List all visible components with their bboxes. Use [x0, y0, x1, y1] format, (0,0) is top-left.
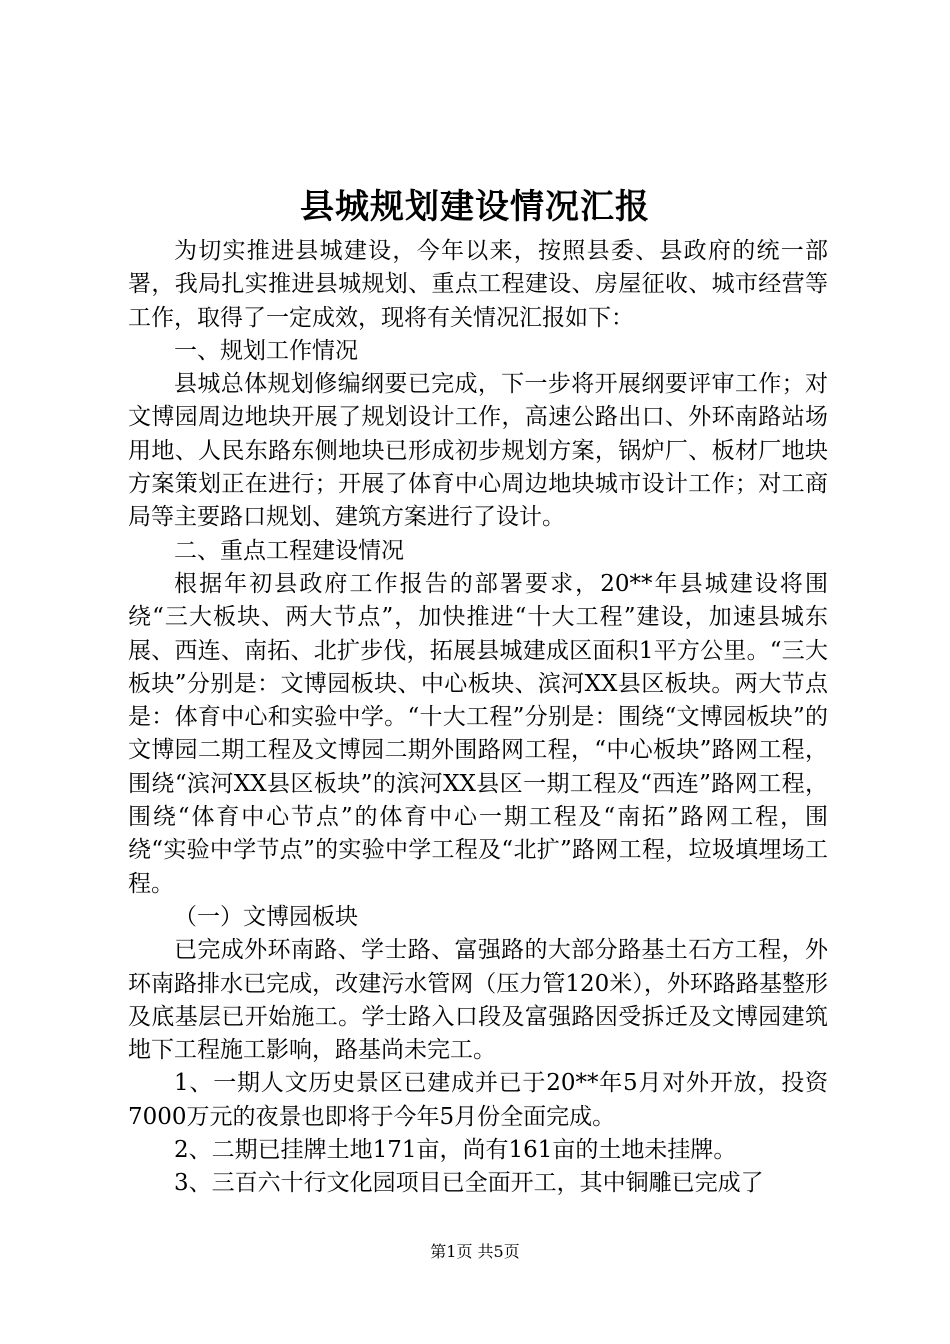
paragraph-intro: 为切实推进县城建设，今年以来，按照县委、县政府的统一部署，我局扎实推进县城规划、重点工程建设、房屋征收、城市经营等工作，取得了一定成效，现将有关情况汇报如下：: [128, 238, 828, 331]
paragraph-planning: 县城总体规划修编纲要已完成，下一步将开展纲要评审工作；对文博园周边地块开展了规划设计工作，高速公路出口、外环南路站场用地、人民东路东侧地块已形成初步规划方案，锅炉厂、板材厂地块方案策划正在进行；开展了体育中心周边地块城市设计工作；对工商局等主要路口规划、建筑方案进行了设计。: [128, 371, 828, 531]
paragraph-key-projects: 根据年初县政府工作报告的部署要求，20**年县城建设将围绕“三大板块、两大节点”，加快推进“十大工程”建设，加速县城东展、西连、南拓、北扩步伐，拓展县城建成区面积1平方公里。“三大板块”分别是：文博园板块、中心板块、滨河XX县区板块。两大节点是：体育中心和实验中学。“十大工程”分别是：围绕“文博园板块”的文博园二期工程及文博园二期外围路网工程，“中心板块”路网工程，围绕“滨河XX县区板块”的滨河XX县区一期工程及“西连”路网工程，围绕“体育中心节点”的体育中心一期工程及“南拓”路网工程，围绕“实验中学节点”的实验中学工程及“北扩”路网工程，垃圾填埋场工程。: [128, 570, 828, 897]
list-item-2: 2、二期已挂牌土地171亩，尚有161亩的土地未挂牌。: [174, 1137, 737, 1164]
heading-planning: 一、规划工作情况: [174, 337, 358, 364]
list-item-1: 1、一期人文历史景区已建成并已于20**年5月对外开放，投资7000万元的夜景也即将于今年5月份全面完成。: [128, 1070, 828, 1130]
page-number-footer: 第1页 共5页: [430, 1242, 520, 1261]
list-item-3: 3、三百六十行文化园项目已全面开工，其中铜雕已完成了: [174, 1170, 764, 1197]
paragraph-wenboyuan: 已完成外环南路、学士路、富强路的大部分路基土石方工程，外环南路排水已完成，改建污水管网（压力管120米），外环路路基整形及底基层已开始施工。学士路入口段及富强路因受拆迁及文博园建筑地下工程施工影响，路基尚未完工。: [128, 937, 828, 1064]
document-body: [128, 235, 828, 1201]
document-title: 县城规划建设情况汇报: [300, 187, 650, 227]
subheading-wenboyuan: （一）文博园板块: [174, 903, 358, 930]
heading-key-projects: 二、重点工程建设情况: [174, 537, 404, 564]
